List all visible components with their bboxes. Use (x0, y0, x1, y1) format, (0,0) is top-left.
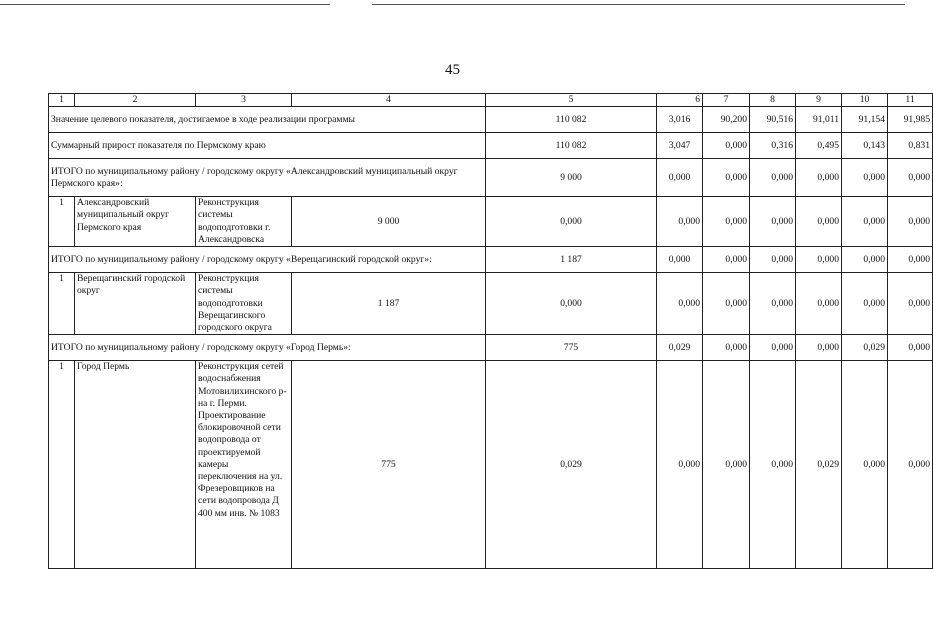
value-cell: 0,000 (750, 361, 796, 569)
value-cell: 0,000 (703, 197, 750, 247)
value-cell: 1 187 (292, 273, 486, 335)
value-cell: 9 000 (292, 197, 486, 247)
header-cell: 7 (703, 94, 750, 107)
header-cell: 1 (49, 94, 75, 107)
value-cell: 0,000 (842, 197, 888, 247)
object-cell: Реконструкция сетей водоснабжения Мотовилихинского р-на г. Перми. Проектирование блокировочной сети водопровода от проектируемой камеры переключения на ул. Фрезеровщиков на сети водопровода Д 400 мм инв. № 1083 (196, 361, 292, 569)
value-cell: 91,154 (842, 107, 888, 133)
value-cell: 0,831 (888, 133, 933, 159)
row-label: ИТОГО по муниципальному району / городскому округу «Город Пермь»: (49, 335, 486, 361)
value-cell: 0,000 (703, 361, 750, 569)
value-cell: 0,000 (796, 159, 842, 197)
row-number: 1 (49, 361, 75, 569)
value-cell: 0,029 (796, 361, 842, 569)
value-cell: 0,000 (750, 247, 796, 273)
value-cell: 0,000 (657, 247, 703, 273)
object-cell: Реконструкция системы водоподготовки Верещагинского городского округа (196, 273, 292, 335)
value-cell: 0,000 (796, 273, 842, 335)
value-cell: 0,000 (888, 159, 933, 197)
header-cell: 3 (196, 94, 292, 107)
table-row-item (49, 361, 933, 569)
data-table (48, 93, 933, 569)
value-cell: 0,000 (796, 335, 842, 361)
header-row (49, 94, 933, 107)
value-cell: 3,047 (657, 133, 703, 159)
header-cell: 2 (75, 94, 196, 107)
row-label: ИТОГО по муниципальному району / городскому округу «Верещагинский городской округ»: (49, 247, 486, 273)
value-cell: 0,000 (703, 335, 750, 361)
value-cell: 0,000 (703, 273, 750, 335)
row-number: 1 (49, 273, 75, 335)
district-cell: Александровский муниципальный округ Пермского края (75, 197, 196, 247)
top-rule-right (372, 4, 905, 5)
table-row-subtotal (49, 335, 933, 361)
header-cell: 9 (796, 94, 842, 107)
value-cell: 0,000 (657, 273, 703, 335)
value-cell: 91,985 (888, 107, 933, 133)
value-cell: 0,000 (888, 361, 933, 569)
value-cell: 90,200 (703, 107, 750, 133)
header-cell: 10 (842, 94, 888, 107)
value-cell: 0,000 (888, 247, 933, 273)
row-label: Значение целевого показателя, достигаемое в ходе реализации программы (49, 107, 486, 133)
header-cell: 4 (292, 94, 486, 107)
value-cell: 0,000 (888, 273, 933, 335)
value-cell: 0,029 (842, 335, 888, 361)
value-cell: 1 187 (486, 247, 657, 273)
district-cell: Город Пермь (75, 361, 196, 569)
value-cell: 0,000 (657, 197, 703, 247)
value-cell: 0,000 (703, 247, 750, 273)
value-cell: 0,495 (796, 133, 842, 159)
header-cell: 6 (657, 94, 703, 107)
value-cell: 0,000 (842, 247, 888, 273)
value-cell: 0,000 (888, 197, 933, 247)
value-cell: 0,000 (703, 133, 750, 159)
value-cell: 0,029 (657, 335, 703, 361)
table-row-item (49, 273, 933, 335)
value-cell: 0,000 (657, 159, 703, 197)
value-cell: 0,000 (750, 335, 796, 361)
top-rule-left (0, 4, 330, 5)
row-label: ИТОГО по муниципальному району / городскому округу «Александровский муниципальный округ Пермского края»: (49, 159, 486, 197)
value-cell: 91,011 (796, 107, 842, 133)
value-cell: 0,029 (486, 361, 657, 569)
header-cell: 5 (486, 94, 657, 107)
value-cell: 775 (486, 335, 657, 361)
row-label: Суммарный прирост показателя по Пермскому краю (49, 133, 486, 159)
value-cell: 0,316 (750, 133, 796, 159)
object-cell: Реконструкция системы водоподготовки г. Александровска (196, 197, 292, 247)
value-cell: 0,000 (842, 361, 888, 569)
value-cell: 110 082 (486, 107, 657, 133)
value-cell: 9 000 (486, 159, 657, 197)
table-row-subtotal (49, 247, 933, 273)
value-cell: 0,000 (796, 247, 842, 273)
value-cell: 0,000 (657, 361, 703, 569)
district-cell: Верещагинский городской округ (75, 273, 196, 335)
value-cell: 0,000 (842, 159, 888, 197)
value-cell: 0,000 (750, 273, 796, 335)
row-number: 1 (49, 197, 75, 247)
header-cell: 8 (750, 94, 796, 107)
page-number: 45 (445, 62, 460, 78)
value-cell: 90,516 (750, 107, 796, 133)
value-cell: 0,000 (842, 273, 888, 335)
value-cell: 0,000 (486, 273, 657, 335)
table-row-total-growth (49, 133, 933, 159)
table-row-target-value (49, 107, 933, 133)
value-cell: 0,000 (486, 197, 657, 247)
value-cell: 0,000 (703, 159, 750, 197)
value-cell: 3,016 (657, 107, 703, 133)
value-cell: 0,000 (796, 197, 842, 247)
value-cell: 775 (292, 361, 486, 569)
value-cell: 0,000 (888, 335, 933, 361)
table-row-item (49, 197, 933, 247)
value-cell: 0,143 (842, 133, 888, 159)
value-cell: 0,000 (750, 159, 796, 197)
value-cell: 110 082 (486, 133, 657, 159)
value-cell: 0,000 (750, 197, 796, 247)
table-row-subtotal (49, 159, 933, 197)
header-cell: 11 (888, 94, 933, 107)
